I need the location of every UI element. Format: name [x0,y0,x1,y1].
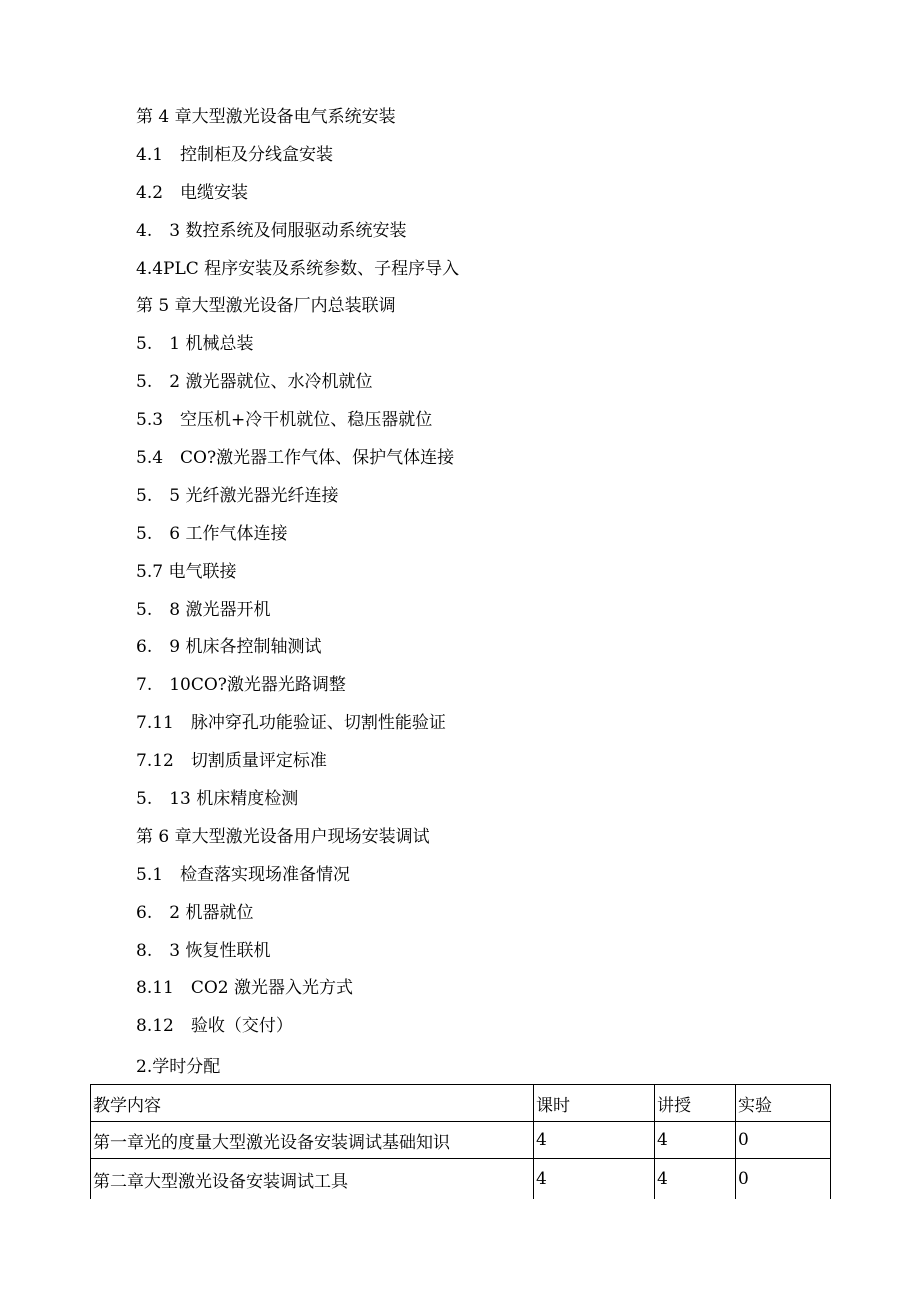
toc-item: 6. 9 机床各控制轴测试 [136,637,322,658]
header-lecture: 讲授 [655,1085,736,1122]
toc-item: 7. 10CO?激光器光路调整 [136,675,346,696]
toc-item: 第 6 章大型激光设备用户现场安装调试 [136,826,430,847]
toc-item: 7.12 切割质量评定标准 [136,751,327,772]
toc-item: 8.11 CO2 激光器入光方式 [136,978,354,999]
toc-item: 5. 1 机械总装 [136,334,254,355]
toc-item: 5.1 检查落实现场准备情况 [136,864,351,885]
cell-lecture: 4 [655,1122,736,1159]
toc-item: 4. 3 数控系统及伺服驱动系统安装 [136,220,407,241]
cell-lab: 0 [736,1122,831,1159]
table-header-row [91,1085,831,1122]
toc-item: 4.4PLC 程序安装及系统参数、子程序导入 [136,258,460,279]
hours-allocation-table [90,1084,831,1199]
toc-item: 第 5 章大型激光设备厂内总装联调 [136,296,396,317]
toc-item: 5.3 空压机+冷干机就位、稳压器就位 [136,410,433,431]
table-row [91,1159,831,1200]
toc-item: 5. 2 激光器就位、水冷机就位 [136,372,373,393]
table-row [91,1122,831,1159]
toc-item: 第 4 章大型激光设备电气系统安装 [136,107,396,127]
toc-item: 6. 2 机器就位 [136,902,254,923]
cell-hours: 4 [534,1122,655,1159]
toc-item: 7.11 脉冲穿孔功能验证、切割性能验证 [136,713,446,734]
toc-item: 5.4 CO?激光器工作气体、保护气体连接 [136,448,455,469]
toc-item: 5. 13 机床精度检测 [136,789,299,810]
toc-item: 8.12 验收（交付） [136,1016,293,1037]
table-of-contents [136,99,459,1046]
cell-lab: 0 [736,1159,831,1200]
header-hours: 课时 [534,1085,655,1122]
toc-item: 5. 5 光纤激光器光纤连接 [136,485,339,506]
header-lab: 实验 [736,1085,831,1122]
cell-lecture: 4 [655,1159,736,1200]
cell-content: 第二章大型激光设备安装调试工具 [91,1159,534,1200]
toc-item: 5. 8 激光器开机 [136,599,271,620]
toc-item: 4.2 电缆安装 [136,182,249,203]
toc-item: 5. 6 工作气体连接 [136,523,288,544]
section-heading: 2.学时分配 [136,1057,221,1077]
header-content: 教学内容 [91,1085,534,1122]
cell-content: 第一章光的度量大型激光设备安装调试基础知识 [91,1122,534,1159]
cell-hours: 4 [534,1159,655,1200]
toc-item: 8. 3 恢复性联机 [136,940,271,961]
toc-item: 5.7 电气联接 [136,561,237,582]
toc-item: 4.1 控制柜及分线盒安装 [136,144,334,165]
